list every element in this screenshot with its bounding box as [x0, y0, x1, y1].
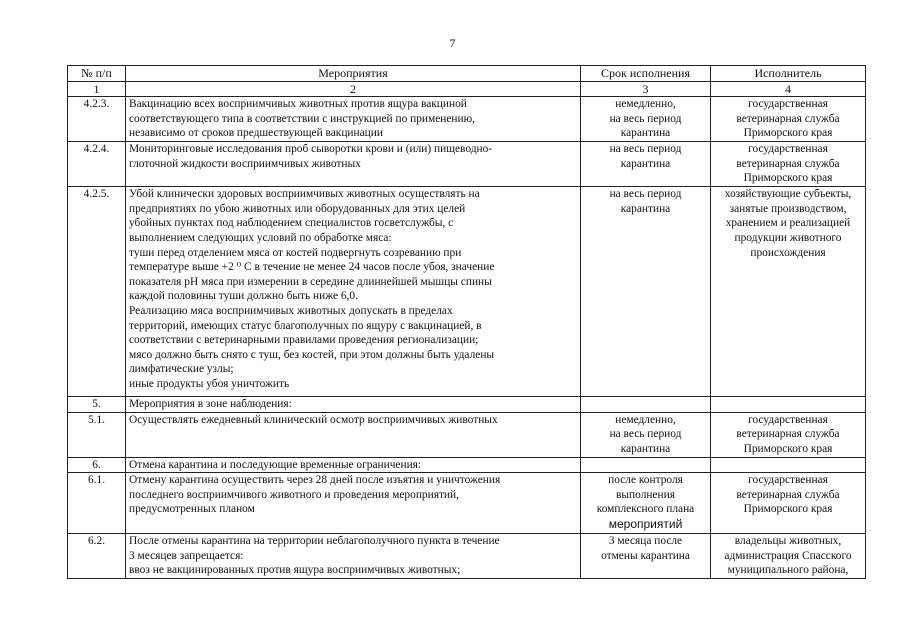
header-executor: Исполнитель: [711, 66, 866, 82]
measure-text-line: Отмену карантина осуществить через 28 дней после изъятия и уничтожения: [129, 474, 501, 487]
executor-text-line: администрация Спасского: [724, 549, 852, 562]
deadline-text-line: на весь период: [609, 143, 682, 156]
measure-text-line: мясо должно быть снято с туш, без костей, при этом должны быть удалены: [129, 348, 495, 361]
measure-text-line: показателя pH мяса при измерении в середине длиннейшей мышцы спины: [129, 275, 492, 288]
row-measure: [126, 412, 581, 457]
deadline-text-line: комплексного плана: [596, 503, 695, 516]
measure-text-line: соответствии с ветеринарными правилами проведения регионализации;: [129, 334, 479, 347]
deadline-text-line: карантина: [620, 157, 671, 170]
deadline-handwritten-text: мероприятий: [608, 516, 683, 531]
row-deadline: [581, 412, 711, 457]
executor-text-line: ветеринарная служба: [736, 157, 840, 170]
row-number: 5.1.: [68, 412, 126, 457]
row-number: 6.2.: [68, 534, 126, 579]
measure-text-line: температуре выше +2 ⁰ С в течение не менее 24 часов после убоя, значение: [129, 261, 495, 274]
row-number: 4.2.5.: [68, 187, 126, 397]
measure-text-line: Мониторинговые исследования проб сыворотки крови и (или) пищеводно-: [129, 143, 493, 156]
section-empty-cell: [581, 397, 711, 413]
executor-text-line: ветеринарная служба: [736, 112, 840, 125]
section-number: 5.: [68, 397, 126, 413]
header-deadline: Срок исполнения: [581, 66, 711, 82]
executor-text-line: Приморского края: [743, 503, 833, 516]
measure-text-line: Реализацию мяса восприимчивых животных допускать в пределах: [129, 304, 453, 317]
deadline-text-line: на весь период: [609, 112, 682, 125]
executor-text-line: государственная: [748, 98, 828, 111]
row-deadline: [581, 187, 711, 397]
row-measure: [126, 97, 581, 142]
executor-text-line: государственная: [748, 474, 828, 487]
measure-text-line: туши перед отделением мяса от костей подвергнуть созреванию при: [129, 246, 462, 259]
deadline-text-line: на весь период: [609, 188, 682, 201]
measure-text-line: После отмены карантина на территории неблагополучного пункта в течение: [129, 535, 500, 548]
deadline-text-line: после контроля: [608, 474, 683, 487]
measure-text-line: ввоз не вакцинированных против ящура восприимчивых животных;: [129, 564, 461, 577]
measure-text-line: соответствующего типа в соответствии с инструкцией по применению,: [129, 112, 475, 125]
row-executor: [711, 187, 866, 397]
executor-text-line: ветеринарная служба: [736, 488, 840, 501]
row-executor: [711, 534, 866, 579]
measure-text-line: последнего восприимчивого животного и проведения мероприятий,: [129, 488, 459, 501]
row-measure: [126, 142, 581, 187]
measure-text-line: независимо от сроков предшествующей вакцинации: [129, 127, 383, 140]
measure-text-line: Вакцинацию всех восприимчивых животных против ящура вакциной: [129, 98, 467, 111]
row-deadline: [581, 473, 711, 534]
executor-text-line: владельцы животных,: [734, 535, 842, 548]
section-empty-cell: [711, 457, 866, 473]
deadline-text-line: 3 месяца после: [608, 535, 683, 548]
measure-text-line: убойных пунктах под наблюдением специалистов госветслужбы, с: [129, 217, 454, 230]
page-number: 7: [449, 36, 456, 50]
executor-text-line: государственная: [748, 143, 828, 156]
executor-text-line: Приморского края: [743, 442, 833, 455]
row-executor: [711, 412, 866, 457]
table-row: [68, 187, 866, 397]
section-row: [68, 457, 866, 473]
executor-text-line: ветеринарная служба: [736, 428, 840, 441]
measure-text-line: лимфатические узлы;: [129, 363, 234, 376]
row-deadline: [581, 142, 711, 187]
executor-text-line: хранением и реализацией: [725, 217, 851, 230]
section-title: Мероприятия в зоне наблюдения:: [126, 397, 581, 413]
measure-text-line: предусмотренных планом: [129, 503, 255, 516]
header-measures: Мероприятия: [126, 66, 581, 82]
row-number: 4.2.4.: [68, 142, 126, 187]
table-row: [68, 534, 866, 579]
column-number-1: 1: [68, 81, 126, 97]
executor-text-line: государственная: [748, 413, 828, 426]
table-row: [68, 412, 866, 457]
measure-text-line: территорий, имеющих статус благополучных по ящуру с вакцинацией, в: [129, 319, 482, 332]
column-number-2: 2: [126, 81, 581, 97]
deadline-text-line: выполнения: [616, 488, 675, 501]
measure-text-line: глоточной жидкости восприимчивых животных: [129, 157, 361, 170]
section-empty-cell: [581, 457, 711, 473]
header-number: № п/п: [68, 66, 126, 82]
deadline-text-line: немедленно,: [615, 413, 676, 426]
deadline-text-line: на весь период: [609, 428, 682, 441]
measure-text-line: предприятиях по убою животных или оборудованных для этих целей: [129, 202, 466, 215]
row-number: 6.1.: [68, 473, 126, 534]
executor-text-line: продукции животного: [734, 231, 842, 244]
row-measure: [126, 534, 581, 579]
table-row: [68, 142, 866, 187]
executor-text-line: занятые производством,: [729, 202, 847, 215]
measure-text-line: выполнением следующих условий по обработке мяса:: [129, 231, 392, 244]
measure-text-line: Убой клинически здоровых восприимчивых животных осуществлять на: [129, 188, 480, 201]
row-executor: [711, 142, 866, 187]
measure-text-line: Осуществлять ежедневный клинический осмотр восприимчивых животных: [129, 413, 498, 426]
row-measure: [126, 187, 581, 397]
deadline-text-line: немедленно,: [615, 98, 676, 111]
row-deadline: [581, 97, 711, 142]
column-number-4: 4: [711, 81, 866, 97]
section-row: [68, 397, 866, 413]
executor-text-line: происхождения: [750, 246, 826, 259]
measure-text-line: 3 месяцев запрещается:: [129, 549, 244, 562]
executor-text-line: Приморского края: [743, 127, 833, 140]
row-executor: [711, 473, 866, 534]
row-number: 4.2.3.: [68, 97, 126, 142]
measures-table: [67, 65, 866, 579]
section-empty-cell: [711, 397, 866, 413]
executor-text-line: муниципального района,: [727, 564, 849, 577]
row-measure: [126, 473, 581, 534]
executor-text-line: Приморского края: [743, 172, 833, 185]
table-row: [68, 97, 866, 142]
section-title: Отмена карантина и последующие временные ограничения:: [126, 457, 581, 473]
section-number: 6.: [68, 457, 126, 473]
deadline-text-line: карантина: [620, 202, 671, 215]
measure-text-line: каждой половины туши должно быть ниже 6,0.: [129, 290, 358, 303]
deadline-text-line: карантина: [620, 127, 671, 140]
measure-text-line: иные продукты убоя уничтожить: [129, 377, 290, 390]
row-deadline: [581, 534, 711, 579]
deadline-text-line: карантина: [620, 442, 671, 455]
executor-text-line: хозяйствующие субъекты,: [724, 188, 852, 201]
column-number-3: 3: [581, 81, 711, 97]
deadline-text-line: отмены карантина: [601, 549, 690, 562]
table-header-row: [68, 66, 866, 82]
row-executor: [711, 97, 866, 142]
table-row: [68, 473, 866, 534]
table-column-numbers-row: [68, 81, 866, 97]
